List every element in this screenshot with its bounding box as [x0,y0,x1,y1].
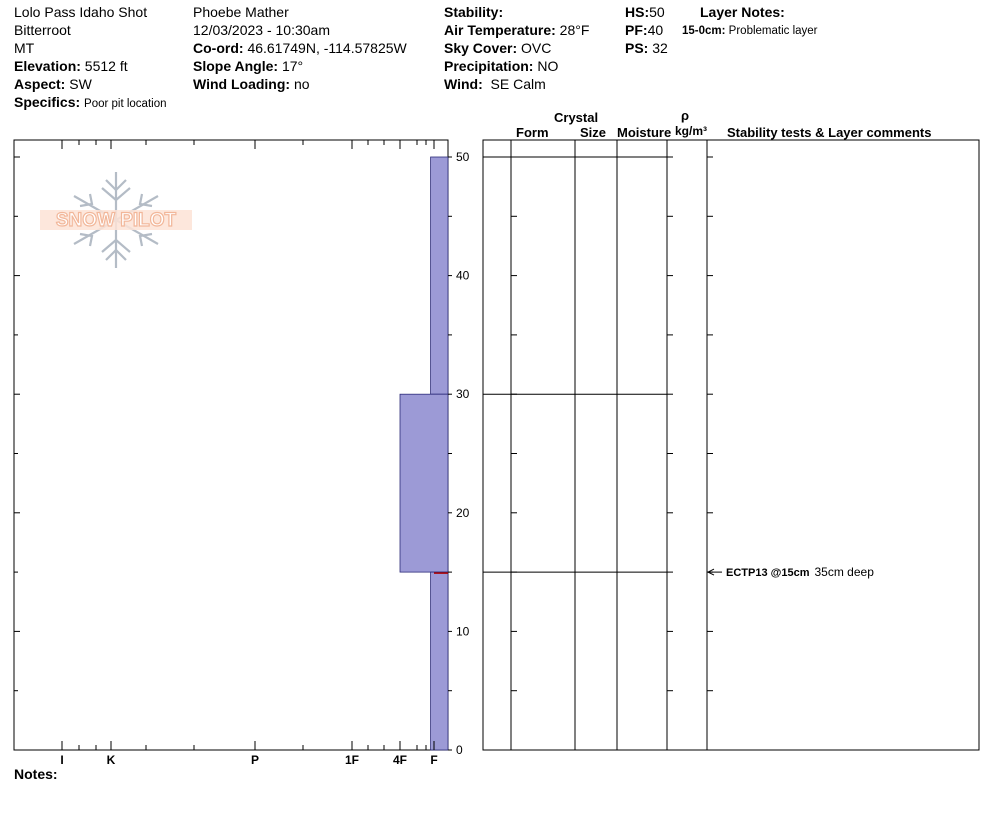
stability-test-label [726,565,874,579]
hardness-tick-label: P [250,753,260,767]
depth-tick-label: 30 [456,387,470,402]
depth-tick-label: 50 [456,150,470,164]
specifics-value: Poor pit location [84,98,167,110]
col-moisture-header: Moisture [617,125,672,140]
ps-label: PS: [625,40,649,56]
elevation-value: 5512 ft [84,58,128,74]
sky-value: OVC [521,40,552,56]
depth-tick-label: 0 [456,743,463,757]
stability-label: Stability: [444,4,504,20]
aspect-label: Aspect: [14,76,66,92]
pf-value: 40 [647,22,664,38]
wind-label: Wind: [444,76,483,92]
observation-datetime: 12/03/2023 - 10:30am [193,22,330,38]
aspect-value: SW [69,76,92,92]
layer-note-range: 15-0cm: [682,25,726,37]
hardness-tick-label: 1F [344,753,360,767]
depth-tick-label: 20 [456,505,470,520]
wind-loading-label: Wind Loading: [193,76,291,92]
logo-text: SNOW PILOT [55,210,177,231]
hardness-layer-bar [431,572,448,750]
stability-test-comment: 35cm deep [814,565,874,580]
state-name: MT [14,40,35,56]
hs-value: 50 [649,4,665,20]
depth-tick-label: 40 [456,268,470,283]
hardness-tick-label: I [60,753,64,767]
precip-label: Precipitation: [444,58,534,74]
hardness-tick-label: F [430,753,438,767]
col-density-unit-header: kg/m³ [675,124,708,138]
elevation-label: Elevation: [14,58,81,74]
hs-label: HS: [625,4,650,20]
hardness-plot-frame [14,140,448,750]
range-name: Bitterroot [14,22,71,38]
col-stability-header: Stability tests & Layer comments [727,125,932,140]
layer-note-text: Problematic layer [728,25,818,37]
specifics-label: Specifics: [14,94,81,110]
slope-label: Slope Angle: [193,58,279,74]
notes-label: Notes: [14,766,58,782]
col-size-header: Size [580,125,607,140]
col-form-header: Form [516,125,549,140]
location-name: Lolo Pass Idaho Shot [14,4,148,20]
coord-label: Co-ord: [193,40,244,56]
depth-tick-label: 10 [456,624,470,639]
hardness-tick-label: K [106,753,116,767]
hardness-layers [400,157,448,750]
slope-value: 17° [281,58,304,74]
hardness-axis [60,140,437,767]
table-depth-ticks [511,157,713,750]
wind-loading-value: no [293,76,310,92]
coord-value: 46.61749N, -114.57825W [247,40,407,56]
precip-value: NO [537,58,559,74]
air-temp-value: 28°F [559,22,590,38]
hardness-tick-label: 4F [392,753,408,767]
stability-tests [708,565,874,579]
ps-value: 32 [652,40,668,56]
pf-label: PF: [625,22,648,38]
layer-table-frame [483,140,979,750]
layer-notes-title: Layer Notes: [700,4,785,20]
col-crystal-header: Crystal [554,110,599,125]
air-temp-label: Air Temperature: [444,22,556,38]
hardness-layer-bar [431,157,448,394]
sky-label: Sky Cover: [444,40,518,56]
col-rho-header: ρ [681,108,690,123]
observer-name: Phoebe Mather [193,4,289,20]
stability-test-result: ECTP13 @15cm [726,567,810,580]
hardness-layer-bar [400,394,448,572]
wind-value: SE Calm [490,76,546,92]
